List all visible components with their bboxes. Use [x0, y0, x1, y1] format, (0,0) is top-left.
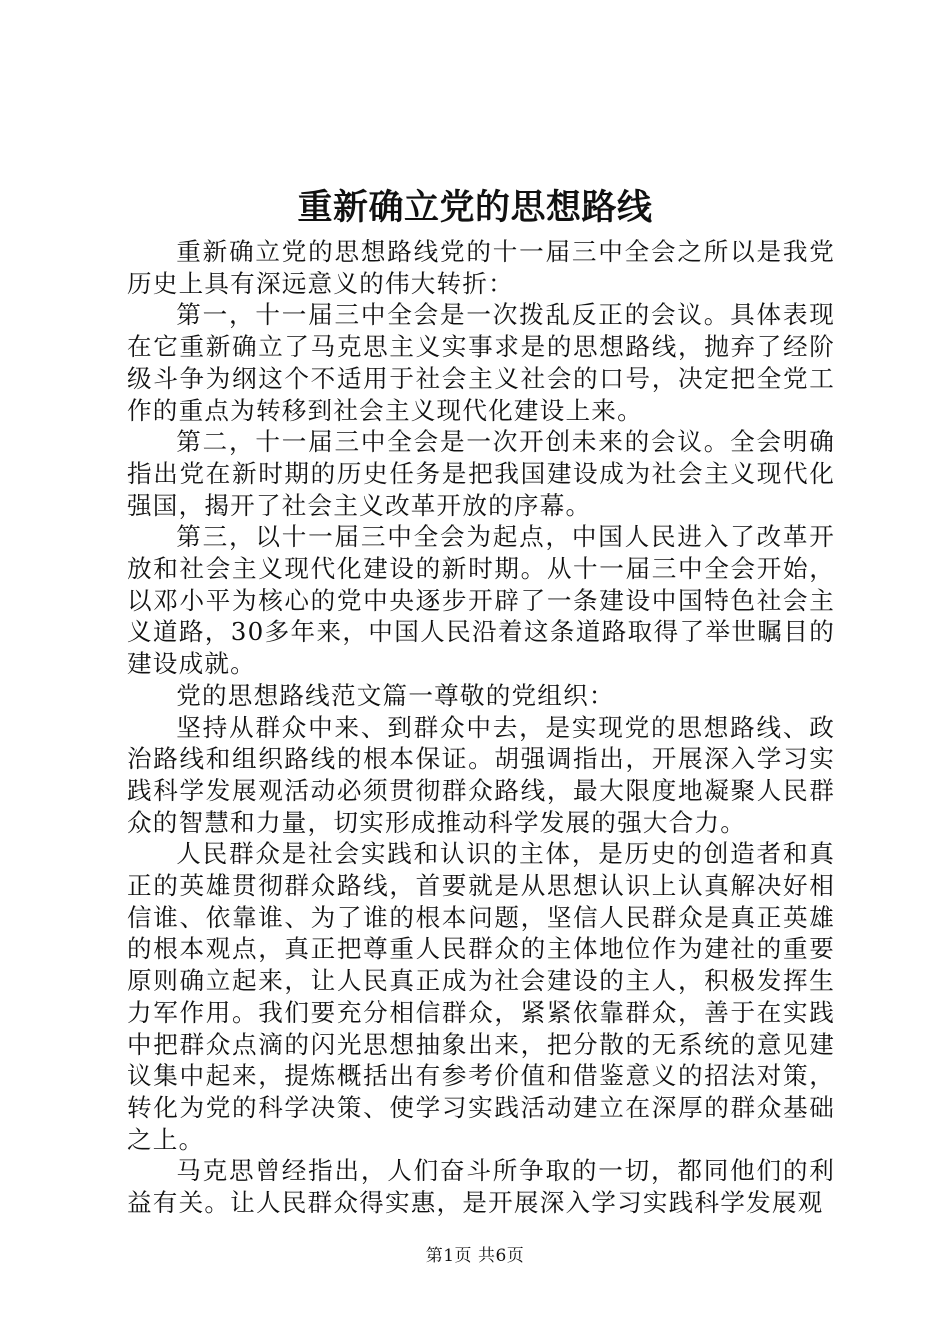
paragraph: 第二，十一届三中全会是一次开创未来的会议。全会明确指出党在新时期的历史任务是把我国建设成为社会主义现代化强国，揭开了社会主义改革开放的序幕。: [127, 427, 835, 520]
paragraph: 第一，十一届三中全会是一次拨乱反正的会议。具体表现在它重新确立了马克思主义实事求是的思想路线，抛弃了经阶级斗争为纲这个不适用于社会主义社会的口号，决定把全党工作的重点为转移到社会主义现代化建设上来。: [127, 300, 835, 425]
paragraph: 马克思曾经指出，人们奋斗所争取的一切，都同他们的利益有关。让人民群众得实惠，是开展深入学习实践科学发展观: [127, 1156, 835, 1218]
paragraph: 人民群众是社会实践和认识的主体，是历史的创造者和真正的英雄贯彻群众路线，首要就是从思想认识上认真解决好相信谁、依靠谁、为了谁的根本问题，坚信人民群众是真正英雄的根本观点，真正把尊重人民群众的主体地位作为建社的重要原则确立起来，让人民真正成为社会建设的主人，积极发挥生力军作用。我们要充分相信群众，紧紧依靠群众，善于在实践中把群众点滴的闪光思想抽象出来，把分散的无系统的意见建议集中起来，提炼概括出有参考价值和借鉴意义的招法对策，转化为党的科学决策、使学习实践活动建立在深厚的群众基础之上。: [127, 839, 835, 1154]
page-footer: 第1页 共6页: [425, 1246, 525, 1266]
paragraph: 第三，以十一届三中全会为起点，中国人民进入了改革开放和社会主义现代化建设的新时期。从十一届三中全会开始，以邓小平为核心的党中央逐步开辟了一条建设中国特色社会主义道路，30多年来，中国人民沿着这条道路取得了举世瞩目的建设成就。: [127, 522, 835, 679]
document-body: [127, 236, 835, 1219]
paragraph: 重新确立党的思想路线党的十一届三中全会之所以是我党历史上具有深远意义的伟大转折：: [127, 237, 835, 298]
document-title: 重新确立党的思想路线: [297, 187, 653, 228]
paragraph: 党的思想路线范文篇一尊敬的党组织：: [176, 680, 615, 710]
paragraph: 坚持从群众中来、到群众中去，是实现党的思想路线、政治路线和组织路线的根本保证。胡强调指出，开展深入学习实践科学发展观活动必须贯彻群众路线，最大限度地凝聚人民群众的智慧和力量，切实形成推动科学发展的强大合力。: [127, 712, 835, 837]
